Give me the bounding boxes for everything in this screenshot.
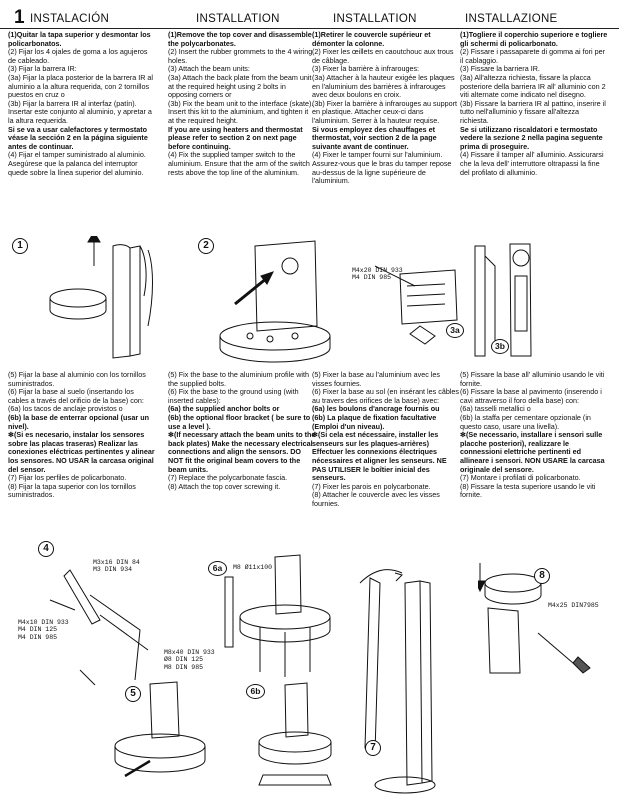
- instruction-paragraph: (1)Retirer le couvercle supérieur et démonter la colonne.: [312, 31, 431, 48]
- instruction-paragraph: (7) Fixer les parois en polycarbonate.: [312, 481, 431, 491]
- instructions-mid-fr: [312, 371, 460, 521]
- instruction-paragraph: (6a) les boulons d'ancrage fournis ou: [312, 404, 440, 414]
- instruction-paragraph: (3) Fixer la barrière à infrarouges:: [312, 64, 420, 74]
- instruction-paragraph: (5) Fijar la base al aluminio con los tornillos suministrados.: [8, 371, 146, 388]
- page-number: 1: [14, 7, 25, 28]
- instruction-paragraph: (6) Fissare la base al pavimento (inserendo i cavi attraverso il foro della base) con:: [460, 387, 602, 405]
- screw-spec-4b: M4x10 DIN 933 M4 DIN 125 M4 DIN 985: [18, 619, 69, 641]
- instruction-paragraph: (6b) the optional floor bracket ( be sure to use a level ).: [168, 412, 311, 431]
- figure-step-3: [345, 236, 615, 366]
- step-label-1: 1: [12, 238, 28, 254]
- screw-spec-6a: M8 Ø11x100: [233, 564, 273, 571]
- instructions-mid-es: [8, 371, 156, 521]
- instruction-paragraph: (7) Montare i profilati di policarbonato.: [460, 473, 581, 483]
- instruction-paragraph: (6) Fijar la base al suelo (insertando los cables a través del orificio de la base) con:: [8, 387, 144, 405]
- instructions-top-en: [168, 31, 316, 241]
- instruction-paragraph: ✻(Se necessario, installare i sensori sulle placche posteriori), realizzare le connessioni elettriche pertinenti ed allineare i sensori. NON USARE la carcasa originale del sensore.: [460, 430, 605, 474]
- title-fr: INSTALLATION: [333, 13, 417, 25]
- instruction-paragraph: (3b) Fix the beam unit to the interface (skate). Insert this kit to the aluminium, and tighten it at the required height.: [168, 98, 314, 125]
- instruction-paragraph: (8) Fijar la tapa superior con los tornillos suministrados.: [8, 481, 136, 500]
- instruction-paragraph: Si vous employez des chauffages et thermostat, voir section 2 de la page suivante avant de continuer.: [312, 124, 437, 151]
- title-it: INSTALLAZIONE: [465, 13, 558, 25]
- title-es: INSTALACIÓN: [30, 13, 110, 25]
- instruction-paragraph: (1)Remove the top cover and disassemble the polycarbonates.: [168, 31, 312, 48]
- step-label-8: 8: [534, 568, 550, 584]
- step-label-7: 7: [365, 740, 381, 756]
- screw-spec-3: M4x20 DIN 933 M4 DIN 985: [352, 267, 403, 282]
- instructions-top-fr: [312, 31, 460, 241]
- instruction-paragraph: (6b) la base de enterrar opcional (usar un nivel).: [8, 412, 149, 431]
- screw-spec-8: M4x25 DIN7985: [548, 602, 599, 609]
- screw-spec-5: M8x40 DIN 933 Ø8 DIN 125 M8 DIN 985: [164, 649, 215, 671]
- instruction-paragraph: (2) Fixer les œillets en caoutchouc aux trous de câblage.: [312, 47, 454, 65]
- instruction-paragraph: (5) Fix the base to the aluminium profile with the supplied bolts.: [168, 371, 310, 388]
- instruction-paragraph: Se si utilizzano riscaldatori e termostato vedere la sezione 2 nella pagina seguente prima di proseguire.: [460, 124, 603, 151]
- instruction-paragraph: (8) Fissare la testa superiore usando le viti fornite.: [460, 481, 596, 500]
- screw-spec-4a: M3x16 DIN 84 M3 DIN 934: [93, 559, 140, 574]
- instruction-paragraph: (6) Fix the base to the ground using (with inserted cables):: [168, 387, 299, 405]
- instruction-paragraph: (5) Fixer la base au l'aluminium avec les visses fournies.: [312, 371, 441, 388]
- instruction-paragraph: (1)Quitar la tapa superior y desmontar los policarbonatos.: [8, 31, 151, 48]
- title-en: INSTALLATION: [196, 13, 280, 25]
- figure-step-1: [8, 236, 183, 364]
- instruction-paragraph: (6a) los tacos de anclaje provistos o: [8, 404, 123, 414]
- instructions-top-es: [8, 31, 156, 241]
- instruction-paragraph: (3b) Fissare la barriera IR al pattino, inserire il tutto nell'alluminio y fissare all'altezza richiesta.: [460, 98, 606, 125]
- instruction-paragraph: (3a) Attacher à la hauteur exigée les plaques en l'aluminium des barrières à infrarouges avec deux boulons en croix.: [312, 72, 455, 100]
- step-label-2: 2: [198, 238, 214, 254]
- instruction-paragraph: If you are using heaters and thermostat please refer to section 2 on next page before continuing.: [168, 124, 303, 151]
- step-label-6a: 6a: [208, 561, 227, 576]
- instruction-paragraph: ✻(Si es necesario, instalar los sensores sobre las placas traseras) Realizar las conexiones eléctricas pertinentes y alinear los sensores. NO USAR la carcasa original del sensor.: [8, 430, 155, 474]
- instruction-paragraph: (8) Attacher le couvercle avec les visses fournies.: [312, 490, 440, 508]
- instruction-paragraph: ✻(If necessary attach the beam units to the back plates) Make the necessary electrical connections and align the sensors. DO NOT fit the original beam covers to the beam units.: [168, 430, 316, 474]
- step-label-4: 4: [38, 541, 54, 557]
- instruction-paragraph: ✻(Si cela est nécessaire, installer les senseurs sur les plaques-arrières) Effectuer les connexions électriques nécessaires et aligner les senseurs. NE PAS UTILISER le boîtier inicial des senseurs.: [312, 430, 447, 483]
- instruction-paragraph: (2) Fijar los 4 ojales de goma a los agujeros de cableado.: [8, 47, 148, 65]
- instruction-paragraph: (7) Replace the polycarbonate fascia.: [168, 473, 288, 483]
- instruction-paragraph: (6a) tasselli metallici o: [460, 404, 531, 414]
- instruction-paragraph: (7) Fijar los perfiles de policarbonato.: [8, 473, 127, 483]
- instruction-paragraph: (8) Attach the top cover screwing it.: [168, 481, 281, 491]
- step-label-3a: 3a: [446, 323, 464, 338]
- step-label-3b: 3b: [491, 339, 509, 354]
- step-label-6b: 6b: [246, 684, 265, 699]
- figure-step-5: [95, 676, 210, 800]
- instruction-paragraph: (4) Fijar el tamper suministrado al aluminio. Asegúrese que la palanca del interruptor quede sobre la línea superior del aluminio.: [8, 150, 146, 177]
- instruction-paragraph: (2) Insert the rubber grommets to the 4 wiring holes.: [168, 47, 313, 65]
- instruction-paragraph: (4) Fixer le tamper fourni sur l'aluminium. Assurez-vous que le bras du tamper repose au-dessus de la ligne supérieure de l'aluminium.: [312, 150, 452, 186]
- instruction-paragraph: (3) Fissare la barriera IR.: [460, 64, 540, 74]
- instructions-top-it: [460, 31, 608, 241]
- instruction-paragraph: (6b) La plaque de fixation facultative (Emploi d'un niveau).: [312, 412, 437, 431]
- instruction-paragraph: (1)Togliere il coperchio superiore e togliere gli schermi di policarbonato.: [460, 31, 608, 48]
- instruction-paragraph: (3) Attach the beam units:: [168, 64, 250, 74]
- instruction-paragraph: (6) Fixer la base au sol (en insérant les câbles au travers des orifices de la base) avec:: [312, 387, 460, 405]
- instruction-paragraph: Si se va a usar calefactores y termostato véase la sección 2 en la página siguiente antes de continuar.: [8, 124, 148, 151]
- instruction-paragraph: (4) Fix the supplied tamper switch to the aluminium. Ensure that the arm of the switch rests above the top line of the aluminium.: [168, 150, 310, 177]
- instruction-paragraph: (3a) All'altezza richiesta, fissare la placca posteriore della barriera IR all' alluminio con 2 viti alternate come indicato nel disegno.: [460, 72, 606, 100]
- figure-step-7: [340, 553, 465, 798]
- instructions-mid-en: [168, 371, 316, 521]
- instruction-paragraph: (3b) Fijar la barrera IR al interfaz (patín). Insertar este conjunto al aluminio, y apretar a la altura requerida.: [8, 98, 152, 125]
- instruction-paragraph: (3a) Fijar la placa posterior de la barrera IR al aluminio a la altura requerida, con 2 tornillos puestos en cruz o: [8, 72, 154, 100]
- instruction-paragraph: (6b) la staffa per cementare opzionale (in questo caso, usare una livella).: [460, 412, 591, 431]
- instruction-paragraph: (3b) Fixer la barrière à infrarouges au support en plastique. Attacher ceux-ci dans l'aluminium. Serrer à la hauteur requise.: [312, 98, 458, 125]
- instruction-paragraph: (6a) the supplied anchor bolts or: [168, 404, 280, 414]
- instruction-paragraph: (2) Fissare i passaparete di gomma ai fori per il cablaggio.: [460, 47, 606, 65]
- instruction-paragraph: (4) Fissare il tamper all' alluminio. Assicurarsi che la leva dell' interruttore oltrapassi la fine del profilato di alluminio.: [460, 150, 604, 177]
- instruction-paragraph: (3) Fijar la barrera IR:: [8, 64, 77, 74]
- figure-step-2: [195, 236, 340, 366]
- instruction-paragraph: (3a) Attach the back plate from the beam unit at the required height using 2 bolts in opposing corners or: [168, 72, 312, 100]
- instruction-paragraph: (5) Fissare la base all' alluminio usando le viti fornite.: [460, 371, 605, 388]
- instructions-mid-it: [460, 371, 608, 521]
- page-header: [0, 6, 619, 29]
- step-label-5: 5: [125, 686, 141, 702]
